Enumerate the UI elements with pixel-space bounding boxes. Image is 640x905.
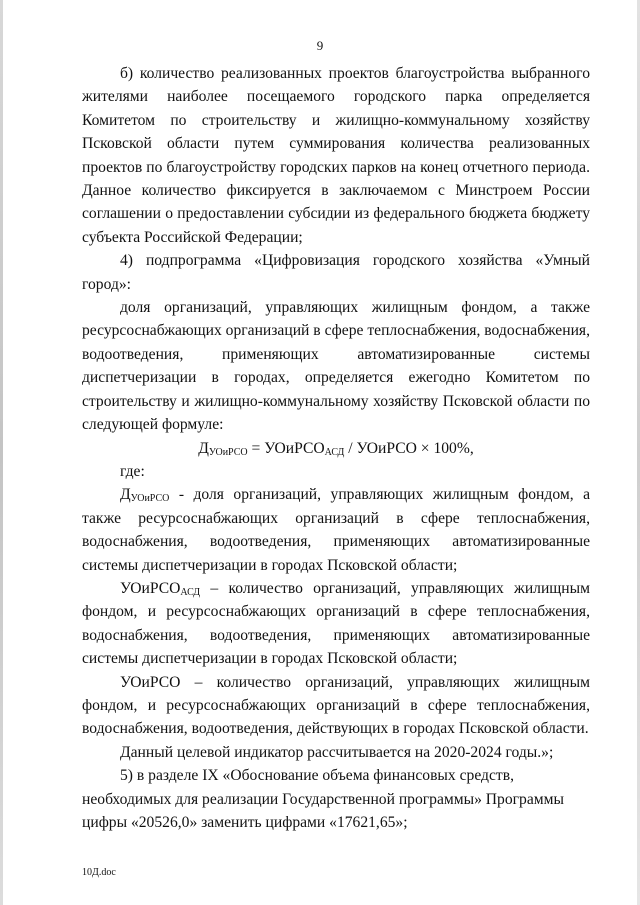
paragraph-section-ix: 5) в разделе IX «Обоснование объема финансовых средств, необходимых для реализации Государственной программы» Программы цифры «20526,0» заменить цифрами «17621,65»; <box>82 767 564 831</box>
formula-rest: / УОиРСО × 100%, <box>344 439 474 457</box>
paragraph-subprogram-4: 4) подпрограмма «Цифровизация городского хозяйства «Умный город»: <box>82 252 590 293</box>
definition-uoirso-asd <box>82 577 590 671</box>
formula-d-subscript: УОиРСО <box>208 446 248 458</box>
paragraph-where: где: <box>120 462 145 480</box>
definition-asd-text: – количество организаций, управляющих жилищным фондом, и ресурсоснабжающих организаций в сфере теплоснабжения, водоснабжения, водоотведения, применяющих автоматизированные системы диспетчеризации в городах Псковской области; <box>82 579 590 668</box>
formula-d: Д <box>198 439 209 457</box>
paragraph-share-definition: доля организаций, управляющих жилищным фондом, а также ресурсоснабжающих организаций в сфере теплоснабжения, водоснабжения, водоотведения, применяющих автоматизированные системы диспетчеризации в городах, определяется ежегодно Комитетом по строительству и жилищно-коммунальному хозяйству Псковской области по следующей формуле: <box>82 299 590 434</box>
document-body <box>82 62 590 834</box>
definition-d-symbol: Д <box>120 486 131 504</box>
definition-d-subscript: УОиРСО <box>130 493 170 505</box>
page-number: 9 <box>316 38 324 53</box>
formula-equals: = УОиРСО <box>247 439 325 457</box>
definition-asd-subscript: АСД <box>180 586 201 598</box>
definition-asd-term: УОиРСО <box>120 579 181 597</box>
footer-filename: 10Д.doc <box>82 867 116 878</box>
definition-d-text: - доля организаций, управляющих жилищным фондом, а также ресурсоснабжающих организаций в сфере теплоснабжения, водоснабжения, водоотведения, применяющих автоматизированные системы диспетчеризации в городах Псковской области; <box>82 486 590 574</box>
definition-d-uoirso <box>82 483 590 577</box>
paragraph-b-parks: б) количество реализованных проектов благоустройства выбранного жителями наиболее посещаемого городского парка определяется Комитетом по строительству и жилищно-коммунальному хозяйству Псковской области путем суммирования количества реализованных проектов по благоустройству городских парков на конец отчетного периода. Данное количество фиксируется в заключаемом с Минстроем России соглашении о предоставлении субсидии из федерального бюджета бюджету субъекта Российской Федерации; <box>82 65 590 246</box>
definition-uoirso: УОиРСО – количество организаций, управляющих жилищным фондом, и ресурсоснабжающих организаций в сфере теплоснабжения, водоснабжения, водоотведения, действующих в городах Псковской области. <box>82 673 590 738</box>
formula <box>82 437 590 460</box>
paragraph-indicator-years: Данный целевой индикатор рассчитывается на 2020-2024 годы.»; <box>120 743 554 761</box>
scan-edge-left <box>0 0 3 905</box>
formula-asd-subscript: АСД <box>324 446 345 458</box>
